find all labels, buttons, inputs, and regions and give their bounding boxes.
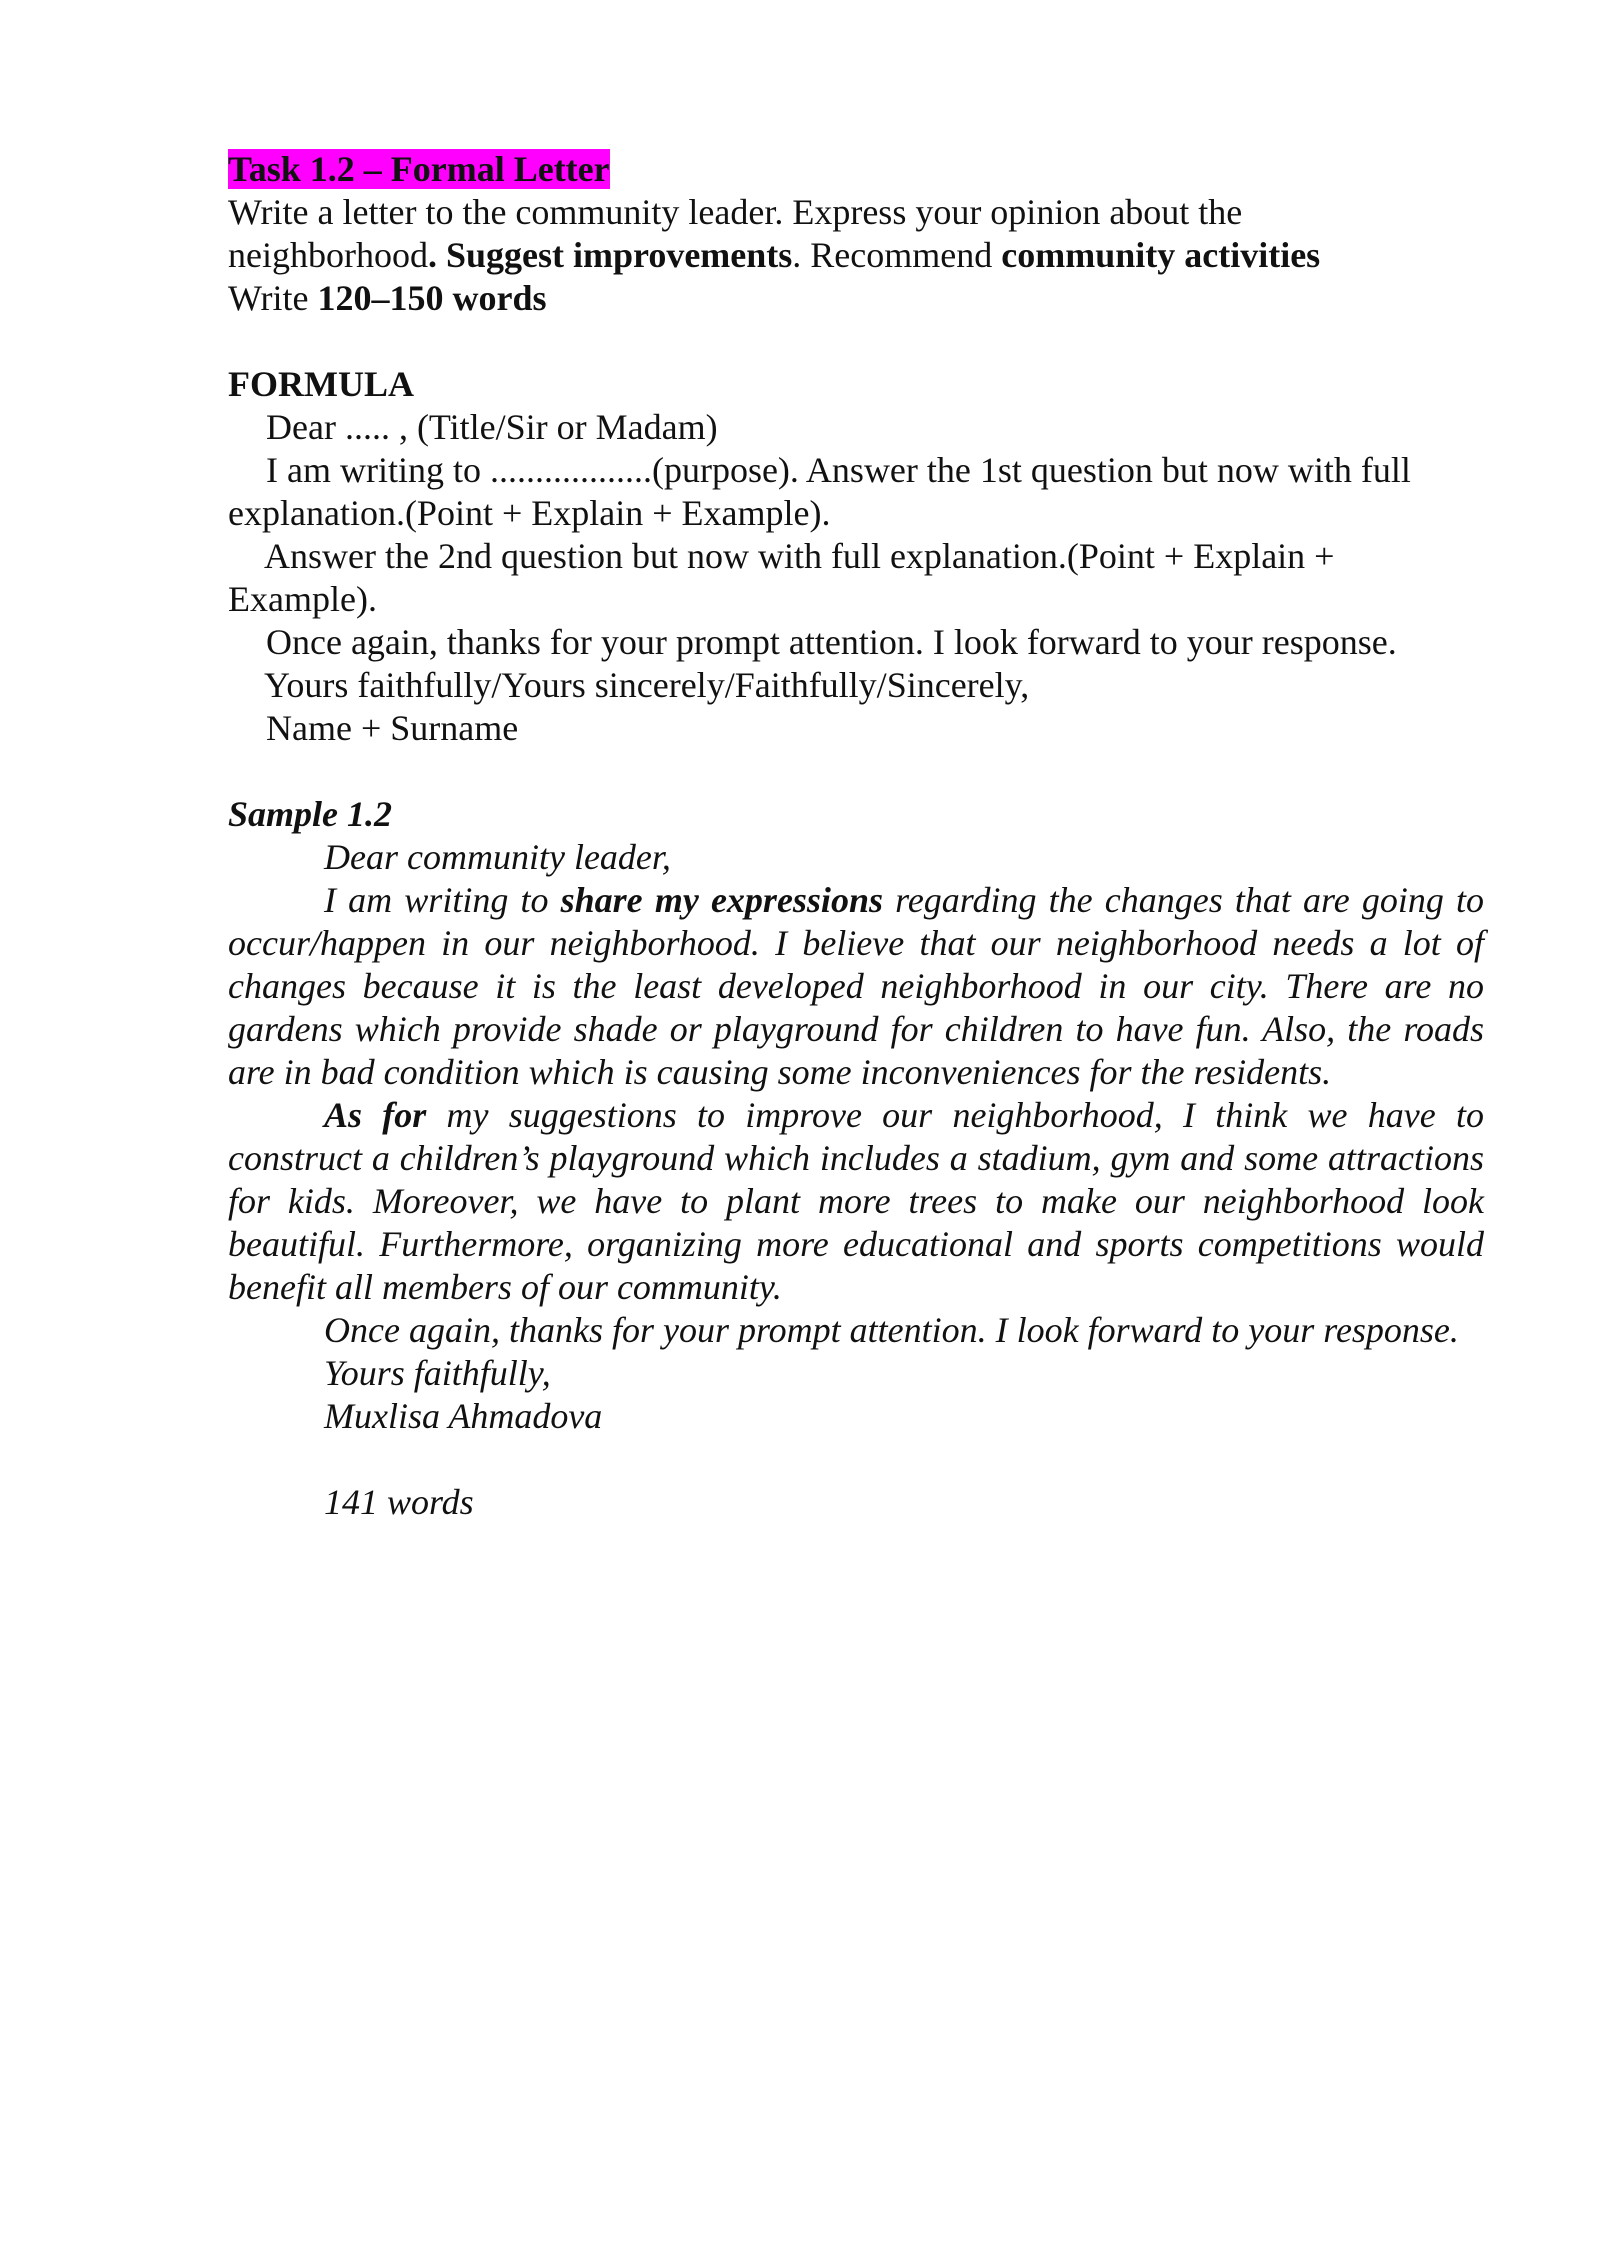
formula-name: Name + Surname	[266, 708, 519, 748]
task-title: Task 1.2 – Formal Letter	[228, 149, 610, 189]
spacer	[228, 750, 1484, 793]
sample-paragraph-2	[228, 1094, 1484, 1309]
document-page	[228, 148, 1484, 1524]
spacer	[228, 1438, 1484, 1481]
sample-signoff: Yours faithfully,	[324, 1353, 551, 1393]
sample-name: Muxlisa Ahmadova	[324, 1396, 603, 1436]
formula-second-line-2: Example).	[228, 579, 377, 619]
task-text-activities: community activities	[1001, 235, 1321, 275]
task-text-recommend: . Recommend	[792, 235, 1002, 275]
sample-paragraph-1	[228, 879, 1484, 1094]
formula-heading: FORMULA	[228, 364, 414, 404]
sample-p2-rest: my suggestions to improve our neighborhood, I think we have to construct a children’s playground which includes a stadium, gym and some attractions for kids. Moreover, we have to plant more trees to make our neighborhood look beautiful. Furthermore, organizing more educational and sports competitions would benefit all members of our community.	[228, 1095, 1484, 1307]
task-word-range: 120–150 words	[317, 278, 547, 318]
spacer	[228, 320, 1484, 363]
formula-dear: Dear ..... , (Title/Sir or Madam)	[266, 407, 718, 447]
sample-p1-rest: regarding the changes that are going to occur/happen in our neighborhood. I believe that our neighborhood needs a lot of changes because it is the least developed neighborhood in our city. There are no gardens which provide shade or playground for children to have fun. Also, the roads are in bad condition which is causing some inconveniences for the residents.	[228, 880, 1485, 1092]
task-text-write: Write	[228, 278, 318, 318]
task-text-neighborhood: neighborhood	[228, 235, 428, 275]
sample-p1-start: I am writing to	[324, 880, 561, 920]
task-instruction-line-3	[228, 277, 1484, 320]
sample-letter	[228, 793, 1484, 1524]
formula-closing: Once again, thanks for your prompt attention. I look forward to your response.	[266, 622, 1397, 662]
sample-p2-bold: As for	[324, 1095, 427, 1135]
task-text-suggest: . Suggest improvements	[427, 235, 793, 275]
task-instruction-line-2	[228, 234, 1484, 277]
sample-p1-bold: share my expressions	[560, 880, 883, 920]
formula-purpose-line-1: I am writing to ..................(purpose). Answer the 1st question but now with full	[266, 450, 1411, 490]
sample-word-count: 141 words	[324, 1482, 474, 1522]
task-instruction-line-1: Write a letter to the community leader. Express your opinion about the	[228, 192, 1243, 232]
formula-second-line-1: Answer the 2nd question but now with full explanation.(Point + Explain +	[264, 536, 1335, 576]
sample-heading: Sample 1.2	[228, 794, 393, 834]
formula-purpose-line-2: explanation.(Point + Explain + Example).	[228, 493, 831, 533]
formula-signoff: Yours faithfully/Yours sincerely/Faithfully/Sincerely,	[264, 665, 1030, 705]
task-title-line	[228, 148, 1484, 191]
sample-closing: Once again, thanks for your prompt attention. I look forward to your response.	[324, 1310, 1459, 1350]
sample-greeting: Dear community leader,	[324, 837, 671, 877]
